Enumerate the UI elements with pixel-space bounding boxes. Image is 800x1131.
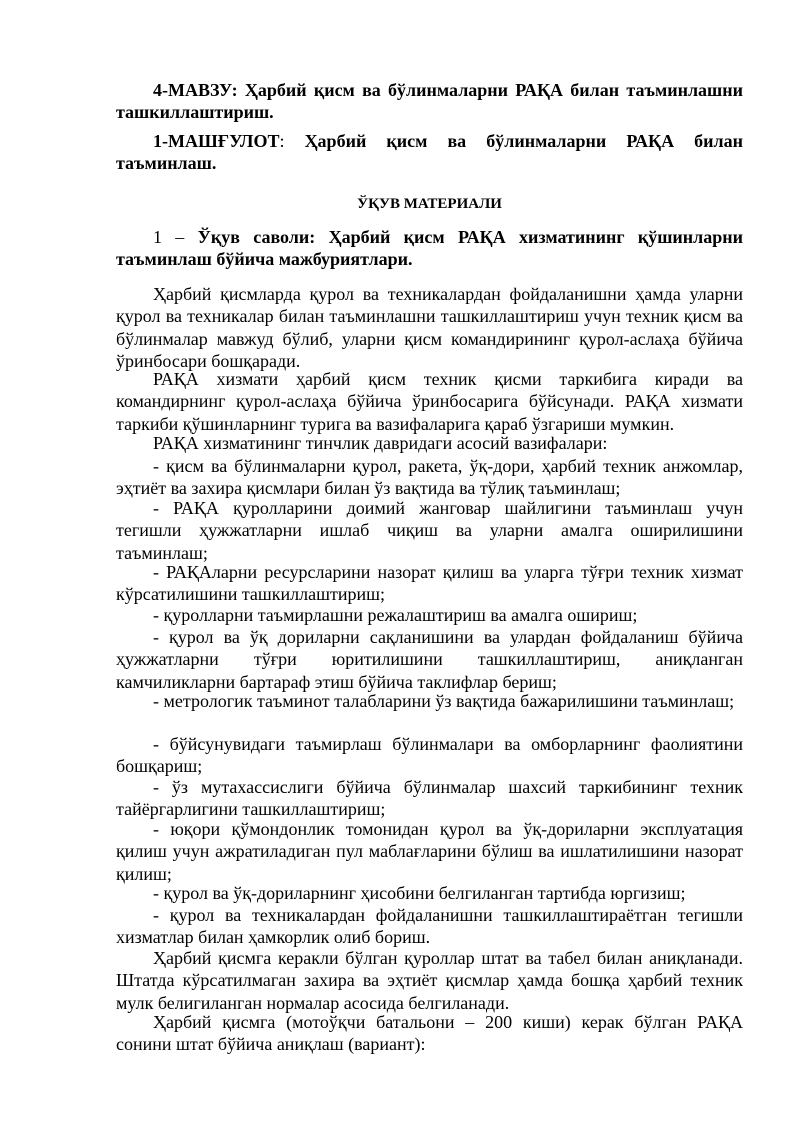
list-item: - қурол ва ўқ-дориларнинг ҳисобини белгиланган тартибда юргизиш; (153, 883, 686, 903)
list-item: - қурол ва техникалардан фойдаланишни ташкиллаштираётган тегишли хизматлар билан ҳамкорлик олиб бориш. (116, 905, 743, 948)
list-item: - юқори қўмондонлик томонидан қурол ва ўқ-дориларни эксплуатация қилиш учун ажратиладиган пул маблағларини бўлиш ва ишлатилишини назорат қилиш; (116, 819, 743, 884)
list-item: - бўйсунувидаги таъмирлаш бўлинмалари ва омборларнинг фаолиятини бошқариш; (116, 734, 743, 777)
list-item: - РАҚАларни ресурсларини назорат қилиш ва уларга тўғри техник хизмат кўрсатилишини ташкиллаштириш; (116, 562, 743, 605)
list-item: - қуролларни таъмирлашни режалаштириш ва амалга ошириш; (153, 605, 638, 625)
question-text: Ўқув саволи: Ҳарбий қисм РАҚА хизматининг қўшинларни таъминлаш бўйича мажбуриятлари. (116, 227, 743, 270)
paragraph: Ҳарбий қисмга керакли бўлган қуроллар штат ва табел билан аниқланади. Штатда кўрсатилмаган захира ва эҳтиёт қисмлар ҳамда бошқа ҳарбий техник мулк белигиланган нормалар асосида белгиланади. (116, 948, 743, 1013)
paragraph: РАҚА хизмати ҳарбий қисм техник қисми таркибига киради ва командирнинг қурол-аслаҳа бўйича ўринбосарига бўйсунади. РАҚА хизмати таркиби қўшинларнинг турига ва вазифаларига қараб ўзгариши мумкин. (116, 369, 743, 434)
paragraph: РАҚА хизматининг тинчлик давридаги асосий вазифалари: (153, 433, 608, 453)
list-item: - метрологик таъминот талабларини ўз вақтида бажарилишини таъминлаш; (153, 691, 735, 711)
lesson-text: Ҳарбий қисм ва бўлинмаларни РАҚА билан таъминлаш. (116, 131, 743, 174)
lesson-colon: : (279, 131, 285, 151)
question-number: 1 – (153, 227, 185, 247)
paragraph: Ҳарбий қисмга (мотоўқчи батальони – 200 киши) керак бўлган РАҚА сонини штат бўйича аниқлаш (вариант): (116, 1012, 743, 1055)
question-heading (116, 226, 743, 271)
list-item: - қурол ва ўқ дориларни сақланишини ва улардан фойдаланиш бўйича ҳужжатларни тўғри юритилишини ташкиллаштириш, аниқланган камчиликларни бартараф этиш бўйича таклифлар бериш; (116, 627, 743, 692)
list-item: - қисм ва бўлинмаларни қурол, ракета, ўқ-дори, ҳарбий техник анжомлар, эҳтиёт ва захира қисмлари билан ўз вақтида ва тўлиқ таъминлаш; (116, 456, 743, 499)
list-item: - ўз мутахассислиги бўйича бўлинмалар шахсий таркибининг техник тайёргарлигини ташкиллаштириш; (116, 777, 743, 820)
paragraph: Ҳарбий қисмларда қурол ва техникалардан фойдаланишни ҳамда уларни қурол ва техникалар билан таъминлашни ташкиллаштириш учун техник қисм ва бўлинмалар мавжуд бўлиб, уларни қисм командирининг қурол-аслаҳа бўйича ўринбосари бошқаради. (116, 284, 743, 372)
topic-text: Ҳарбий қисм ва бўлинмаларни РАҚА билан таъминлашни ташкиллаштириш. (116, 80, 743, 123)
list-item: - РАҚА қуролларини доимий жанговар шайлигини таъминлаш учун тегишли ҳужжатларни ишлаб чиқиш ва уларни амалга оширилишини таъминлаш; (116, 498, 743, 563)
lesson-label: 1-МАШҒУЛОТ (153, 131, 280, 151)
topic-label: 4-МАВЗУ: (153, 80, 238, 100)
lesson-heading (116, 130, 743, 175)
section-heading: ЎҚУВ МАТЕРИАЛИ (357, 196, 502, 212)
topic-heading (116, 79, 743, 124)
